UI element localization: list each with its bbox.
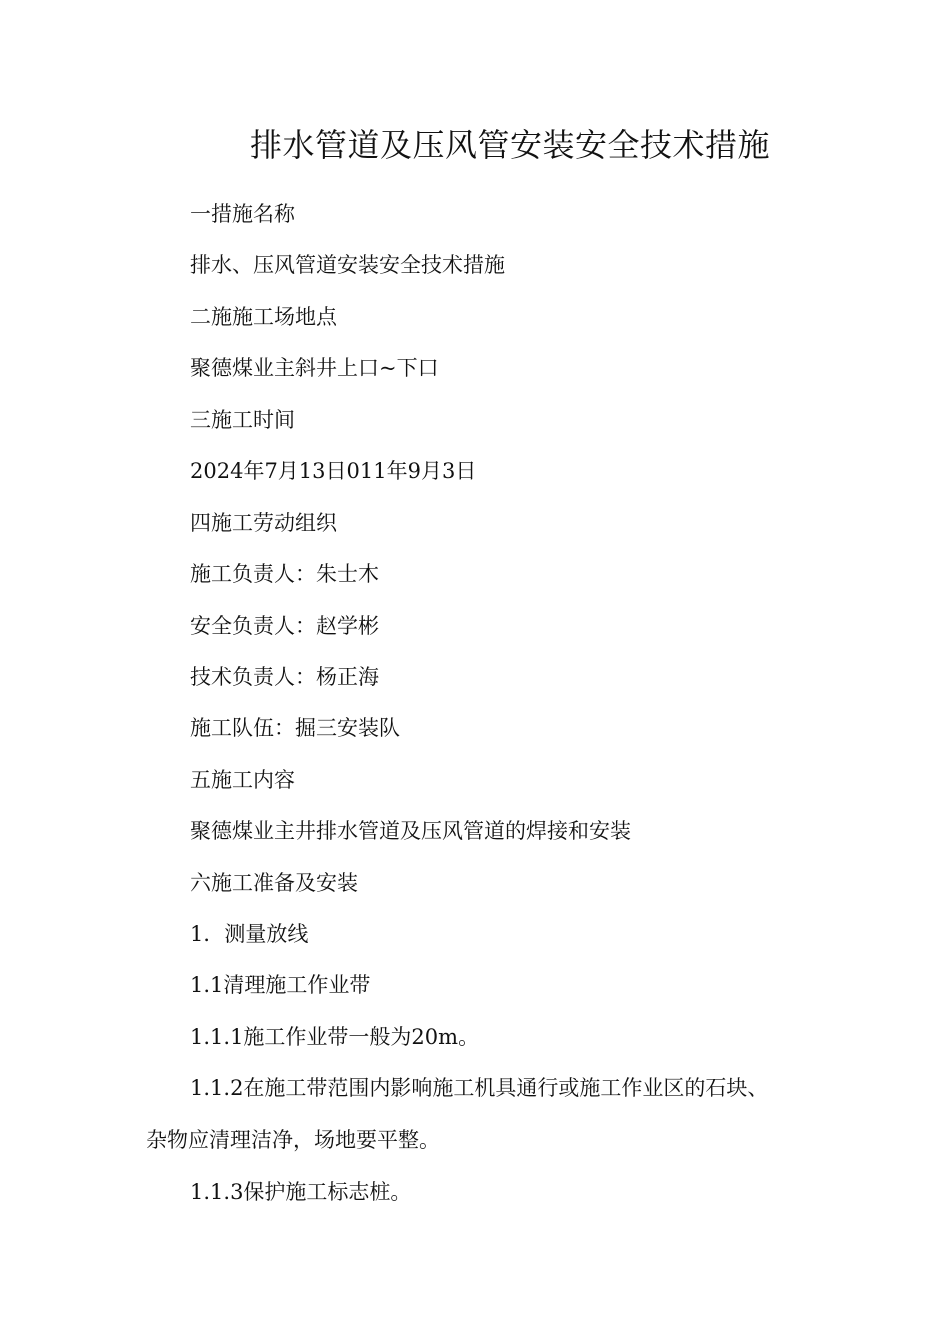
paragraph: 技术负责人：杨正海: [190, 665, 379, 689]
paragraph: 施工负责人：朱士木: [190, 562, 379, 586]
section-heading-content: 五施工内容: [190, 768, 295, 792]
paragraph: 1.1.2在施工带范围内影响施工机具通行或施工作业区的石块、: [190, 1076, 769, 1100]
section-heading-site: 二施施工场地点: [190, 305, 337, 329]
paragraph: 安全负责人：赵学彬: [190, 614, 379, 638]
section-heading-time: 三施工时间: [190, 408, 295, 432]
paragraph: 1.1.1施工作业带一般为20m。: [190, 1025, 480, 1049]
document-title: 排水管道及压风管安装安全技术措施: [249, 126, 770, 164]
paragraph: 排水、压风管道安装安全技术措施: [190, 253, 505, 277]
section-heading-preparation: 六施工准备及安装: [190, 871, 358, 895]
paragraph: 2024年7月13日011年9月3日: [190, 459, 477, 483]
paragraph: 1．测量放线: [190, 922, 309, 946]
paragraph: 1.1清理施工作业带: [190, 973, 371, 997]
paragraph: 施工队伍：掘三安装队: [190, 716, 400, 740]
section-heading-labor: 四施工劳动组织: [190, 511, 337, 535]
paragraph-continuation: 杂物应清理洁净，场地要平整。: [146, 1128, 440, 1152]
paragraph: 聚德煤业主斜井上口~下口: [190, 356, 439, 380]
paragraph: 聚德煤业主井排水管道及压风管道的焊接和安装: [190, 819, 631, 843]
paragraph: 1.1.3保护施工标志桩。: [190, 1180, 412, 1204]
section-heading-measure-name: 一措施名称: [190, 202, 295, 226]
